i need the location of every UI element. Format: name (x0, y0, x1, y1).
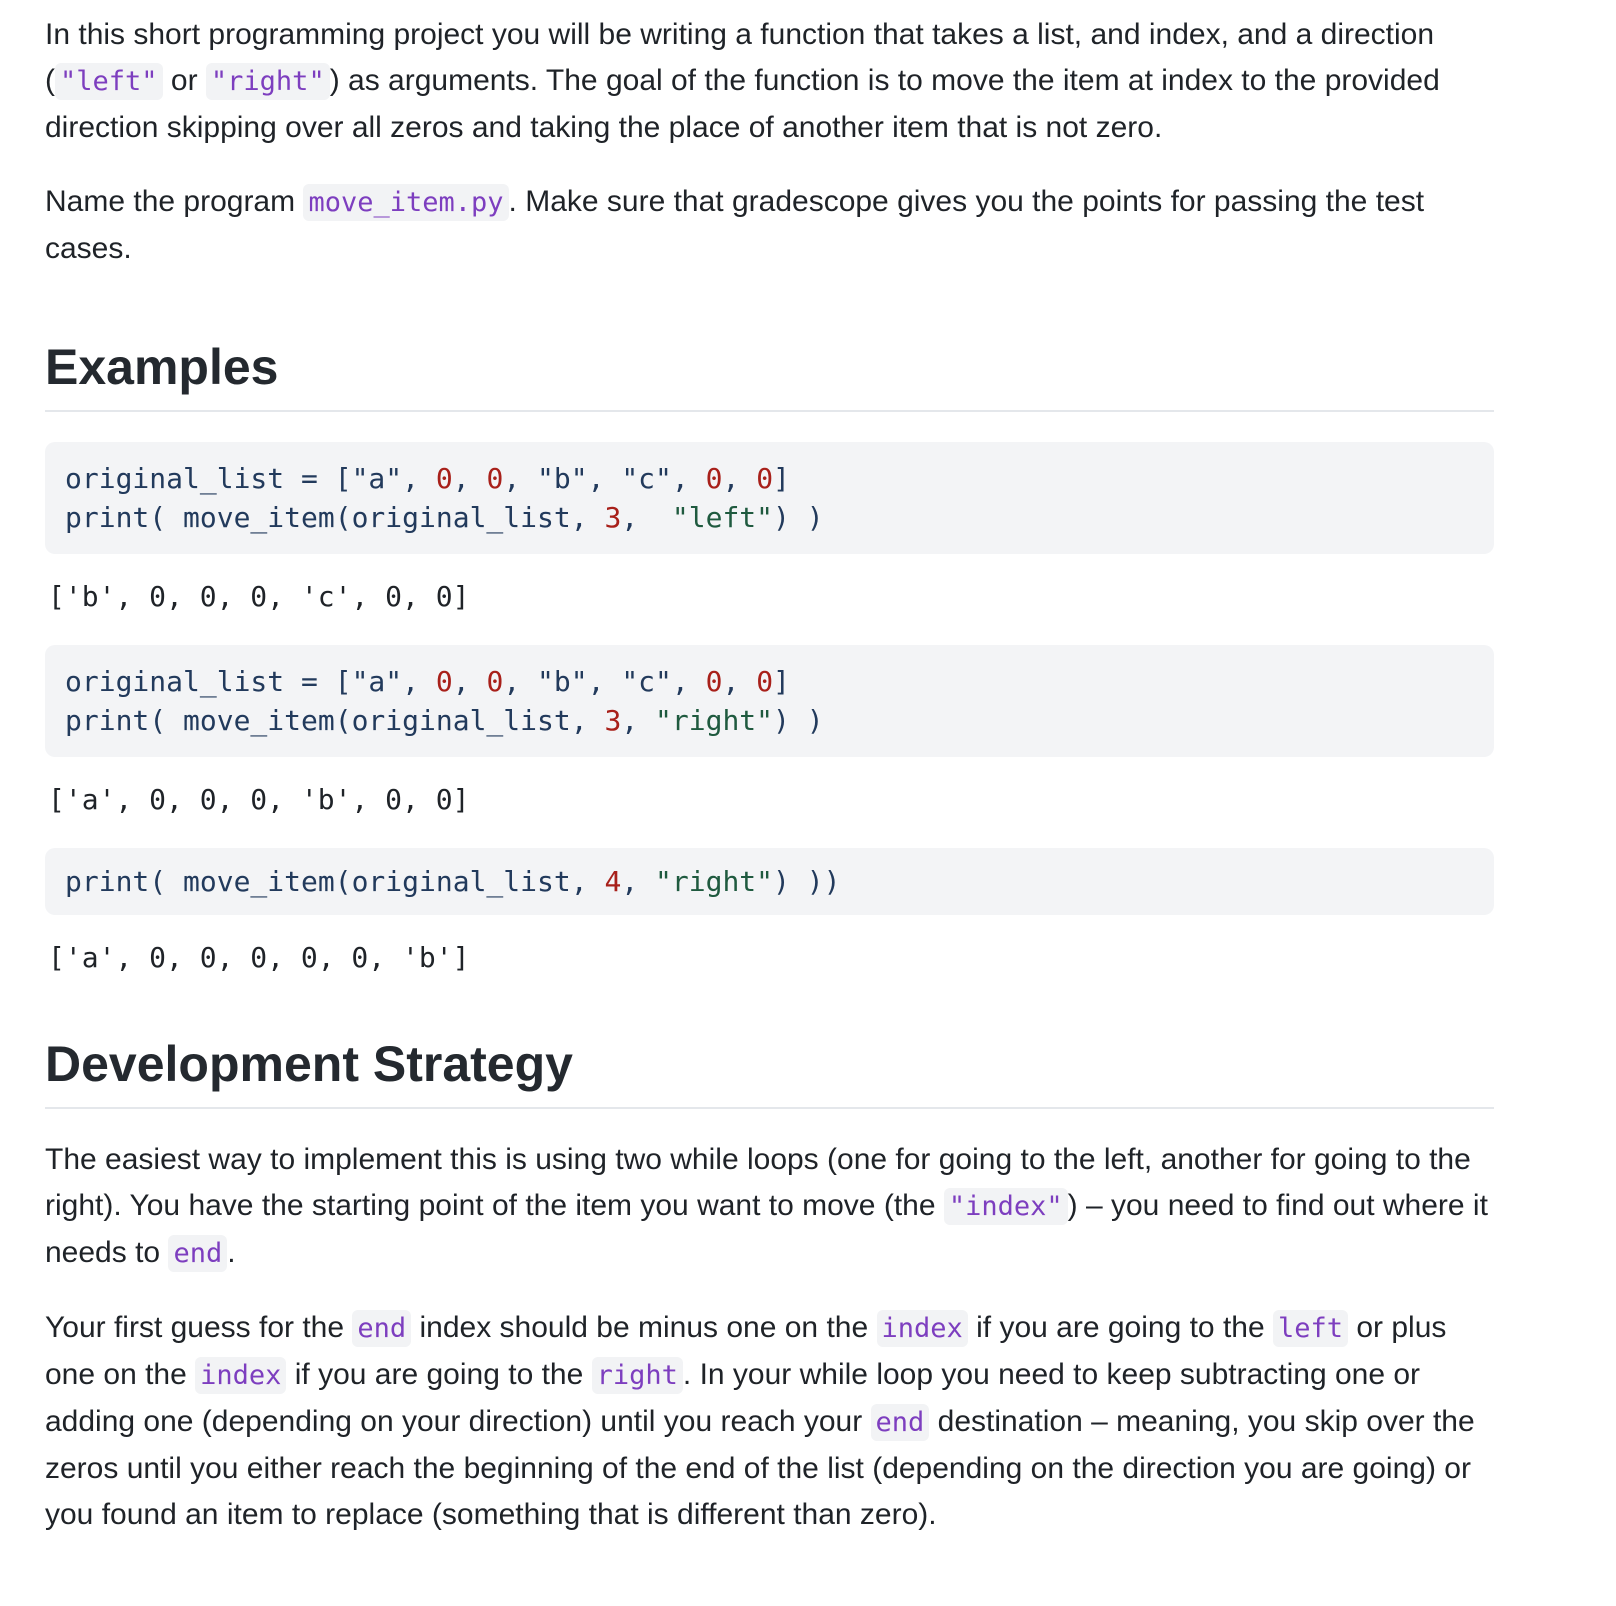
inline-code-right: "right" (206, 63, 330, 100)
text: ) – you need to find out where it needs to (45, 1189, 1488, 1269)
inline-code-end: end (352, 1310, 411, 1347)
text: . In your while loop you need to keep subtracting one or adding one (depending on your direction) until you reach your (45, 1358, 1421, 1438)
text: . Make sure that gradescope gives you the points for passing the test cases. (45, 185, 1425, 265)
inline-code-end: end (871, 1404, 930, 1441)
code-line: original_list = ["a", 0, 0, "b", "c", 0, 0] (65, 665, 790, 698)
code-line: print( move_item(original_list, 3, "left") ) (65, 501, 824, 534)
strategy-paragraph-1 (45, 1137, 1494, 1277)
text: or plus one on the (45, 1311, 1447, 1391)
text: Name the program (45, 185, 304, 218)
inline-code-left: left (1273, 1310, 1348, 1347)
text: destination – meaning, you skip over the zeros until you either reach the beginning of the end of the list (depending on the direction you are going) or you found an item to replace (something that is different than zero). (45, 1405, 1475, 1531)
text: . (227, 1236, 236, 1269)
inline-code-index: index (877, 1310, 968, 1347)
output-3: ['a', 0, 0, 0, 0, 0, 'b'] (48, 941, 470, 974)
development-strategy-heading: Development Strategy (45, 1035, 1494, 1109)
code-line: print( move_item(original_list, 3, "right") ) (65, 704, 824, 737)
output-1: ['b', 0, 0, 0, 'c', 0, 0] (48, 580, 470, 613)
examples-heading: Examples (45, 338, 1494, 412)
strategy-paragraph-2 (45, 1305, 1494, 1538)
text: ) as arguments. The goal of the function is to move the item at index to the provided direction skipping over all zeros and taking the place of another item that is not zero. (45, 64, 1440, 144)
code-block-1 (45, 442, 1494, 554)
intro-paragraph-2 (45, 179, 1494, 272)
code-line: print( move_item(original_list, 4, "right") )) (65, 865, 841, 898)
intro-paragraph-1 (45, 12, 1494, 151)
text: In this short programming project you will be writing a function that takes a list, and index, and a direction ( (45, 18, 1435, 97)
text: The easiest way to implement this is using two while loops (one for going to the left, another for going to the right). You have the starting point of the item you want to move (the (45, 1143, 1471, 1222)
text: Your first guess for the (45, 1311, 353, 1344)
inline-code-index: index (195, 1357, 286, 1394)
output-2: ['a', 0, 0, 0, 'b', 0, 0] (48, 783, 470, 816)
text: index should be minus one on the (411, 1311, 877, 1344)
code-block-2 (45, 645, 1494, 757)
text: if you are going to the (967, 1311, 1273, 1344)
inline-code-right: right (592, 1357, 683, 1394)
text: if you are going to the (286, 1358, 592, 1391)
inline-code-end: end (168, 1235, 227, 1272)
code-block-3 (45, 848, 1494, 915)
inline-code-left: "left" (55, 63, 163, 100)
text: or (162, 64, 206, 97)
inline-code-filename: move_item.py (303, 184, 508, 221)
code-line: original_list = ["a", 0, 0, "b", "c", 0, 0] (65, 462, 790, 495)
inline-code-index: "index" (944, 1188, 1068, 1225)
